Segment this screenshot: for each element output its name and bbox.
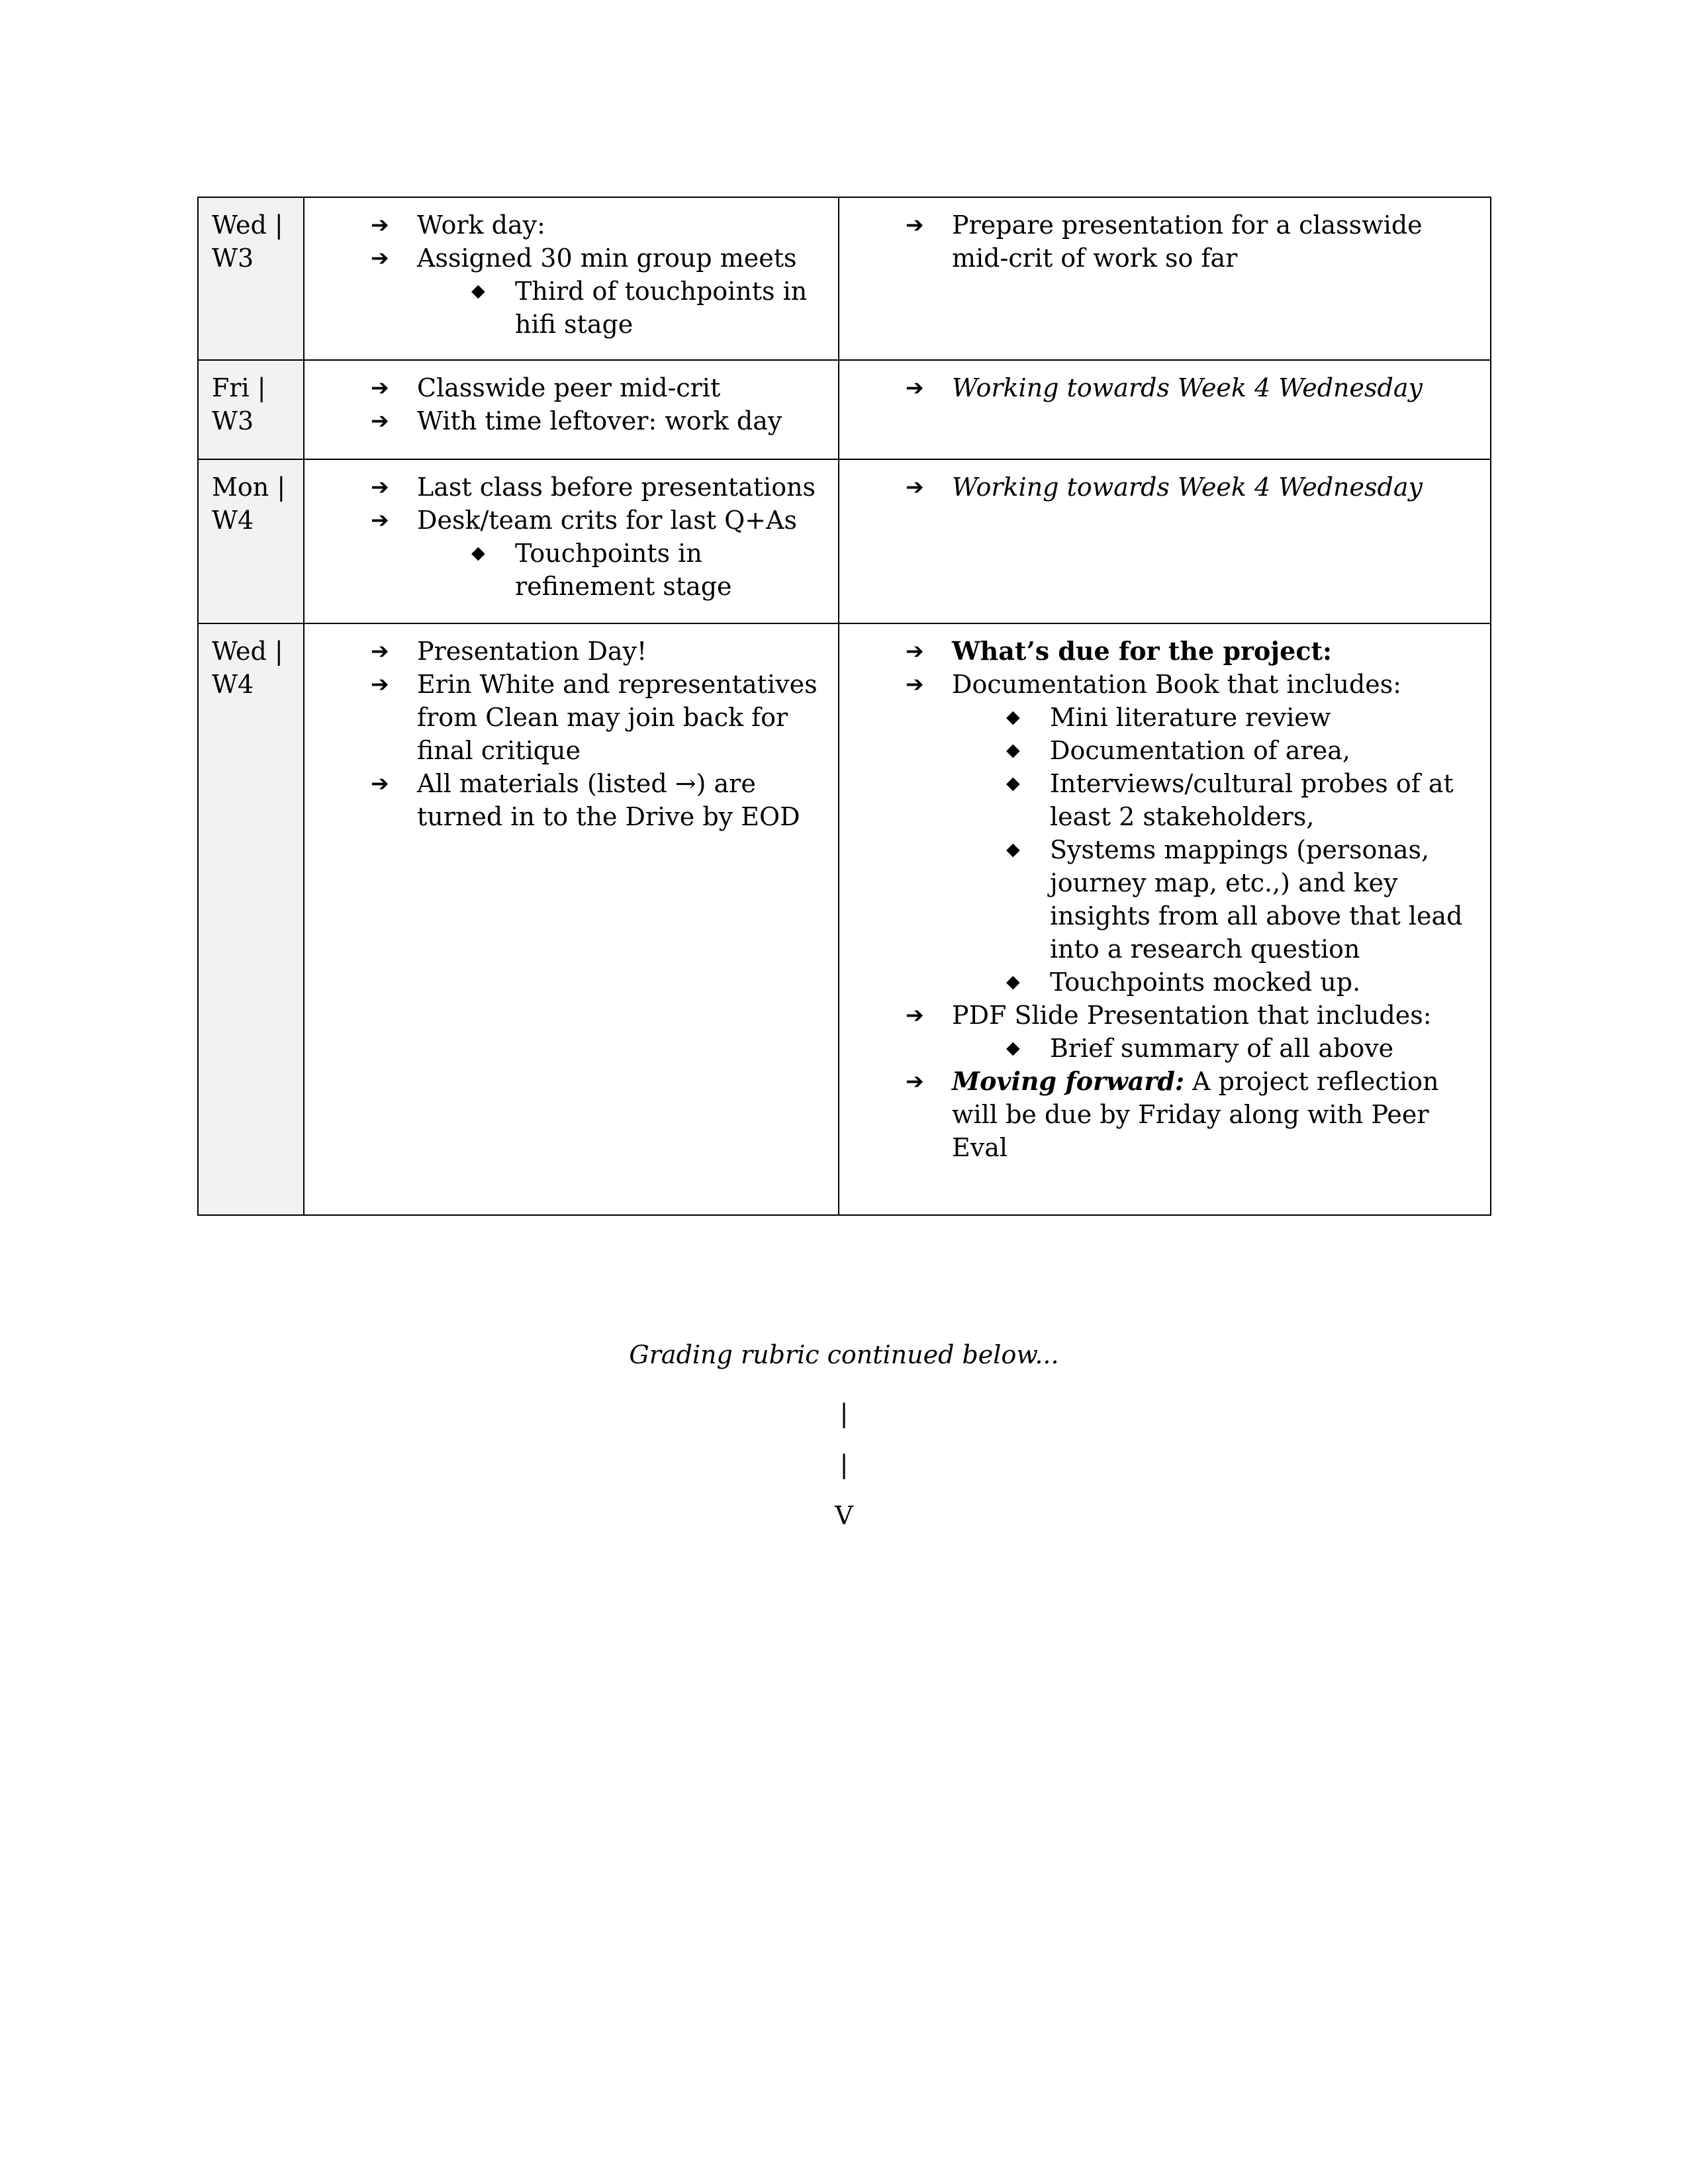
arrow-bullet-icon: ➔ — [371, 671, 389, 697]
list-item-text — [1050, 966, 1472, 999]
list-item — [305, 537, 820, 603]
list-item-text — [952, 999, 1472, 1032]
down-arrow-shaft-2: | — [839, 1450, 849, 1479]
list-item-text — [952, 668, 1472, 701]
text-segment: What’s due for the project: — [952, 636, 1333, 666]
arrow-bullet-icon: ➔ — [371, 474, 389, 500]
list-item-text — [952, 471, 1472, 504]
text-segment: Third of touchpoints in hifi stage — [515, 277, 808, 339]
table-row — [198, 360, 1491, 459]
list-item-text — [952, 371, 1472, 404]
text-segment: Classwide peer mid-crit — [417, 373, 721, 402]
list-item-text — [515, 537, 820, 603]
list-item-text — [952, 208, 1472, 275]
text-segment: Documentation of area, — [1050, 736, 1350, 765]
text-segment: Mini literature review — [1050, 703, 1331, 732]
list-item — [305, 767, 820, 833]
list-item — [839, 734, 1472, 767]
arrow-bullet-icon: ➔ — [371, 245, 389, 271]
day-label-line2: W3 — [212, 406, 254, 435]
text-segment: Touchpoints in refinement stage — [515, 539, 732, 601]
table-row — [198, 623, 1491, 1215]
list-item — [305, 371, 820, 404]
day-label-line1: Wed | — [212, 210, 283, 240]
day-cell — [198, 623, 304, 1215]
diamond-bullet-icon: ◆ — [1006, 773, 1020, 794]
list-item-text — [417, 471, 820, 504]
arrow-bullet-icon: ➔ — [371, 770, 389, 796]
diamond-bullet-icon: ◆ — [1006, 707, 1020, 727]
diamond-bullet-icon: ◆ — [471, 543, 485, 563]
list-item — [839, 471, 1472, 504]
activities-cell — [304, 197, 839, 360]
schedule-table-body — [198, 197, 1491, 1215]
list-item-text — [417, 371, 820, 404]
diamond-bullet-icon: ◆ — [1006, 839, 1020, 860]
list-item-text — [1050, 1032, 1472, 1065]
list-item-text — [417, 635, 820, 668]
text-segment: Prepare presentation for a classwide mid-crit of work so far — [952, 210, 1423, 273]
text-segment: With time leftover: work day — [417, 406, 782, 435]
arrow-bullet-icon: ➔ — [906, 1068, 924, 1094]
arrow-bullet-icon: ➔ — [371, 212, 389, 238]
list-item-text — [515, 275, 820, 341]
down-arrow-shaft-1: | — [839, 1399, 849, 1428]
list-item — [305, 208, 820, 242]
list-item — [839, 701, 1472, 734]
arrow-bullet-icon: ➔ — [906, 638, 924, 664]
list-item-text — [417, 404, 820, 437]
list-item — [839, 1065, 1472, 1164]
text-segment: PDF Slide Presentation that includes: — [952, 1001, 1432, 1030]
text-segment: Working towards Week 4 Wednesday — [952, 473, 1423, 502]
list-item — [305, 404, 820, 437]
diamond-bullet-icon: ◆ — [1006, 972, 1020, 992]
arrow-bullet-icon: ➔ — [371, 507, 389, 533]
arrow-bullet-icon: ➔ — [371, 408, 389, 433]
list-item — [839, 767, 1472, 833]
list-item — [305, 504, 820, 537]
text-segment: All materials (listed →) are turned in to the Drive by EOD — [417, 769, 800, 831]
schedule-table — [197, 197, 1491, 1216]
arrow-bullet-icon: ➔ — [906, 474, 924, 500]
list-item-text — [417, 208, 820, 242]
list-item — [305, 471, 820, 504]
list-item-text — [952, 635, 1472, 668]
arrow-bullet-icon: ➔ — [371, 375, 389, 400]
text-segment: Assigned 30 min group meets — [417, 244, 797, 273]
text-segment: Brief summary of all above — [1050, 1034, 1394, 1063]
text-segment: Systems mappings (personas, journey map, etc.,) and key insights from all above that lead into a research question — [1050, 835, 1463, 964]
day-label-line1: Mon | — [212, 473, 286, 502]
list-item-text — [1050, 701, 1472, 734]
list-item-text — [417, 668, 820, 767]
arrow-bullet-icon: ➔ — [371, 638, 389, 664]
homework-cell — [839, 459, 1491, 623]
list-item — [839, 999, 1472, 1032]
activities-cell — [304, 459, 839, 623]
text-segment: Touchpoints mocked up. — [1050, 968, 1361, 997]
text-segment: Interviews/cultural probes of at least 2 stakeholders, — [1050, 769, 1454, 831]
text-segment: A project reflection will be due by Friday along with Peer Eval — [952, 1067, 1439, 1162]
day-cell — [198, 197, 304, 360]
day-cell — [198, 459, 304, 623]
text-segment: Working towards Week 4 Wednesday — [952, 373, 1423, 402]
list-item-text — [417, 767, 820, 833]
homework-cell — [839, 360, 1491, 459]
activities-cell — [304, 360, 839, 459]
day-label-line1: Fri | — [212, 373, 266, 402]
footer-block — [0, 1338, 1688, 1541]
text-segment: Erin White and representatives from Clean may join back for final critique — [417, 670, 818, 765]
list-item-text — [1050, 833, 1472, 966]
text-segment: Moving forward: — [952, 1066, 1185, 1096]
day-label-line2: W4 — [212, 670, 254, 699]
list-item — [839, 668, 1472, 701]
diamond-bullet-icon: ◆ — [1006, 1038, 1020, 1058]
homework-cell — [839, 197, 1491, 360]
list-item-text — [1050, 734, 1472, 767]
diamond-bullet-icon: ◆ — [1006, 740, 1020, 760]
arrow-bullet-icon: ➔ — [906, 671, 924, 697]
text-segment: Work day: — [417, 210, 545, 240]
list-item — [305, 275, 820, 341]
arrow-bullet-icon: ➔ — [906, 1002, 924, 1028]
arrow-bullet-icon: ➔ — [906, 375, 924, 400]
activities-cell — [304, 623, 839, 1215]
text-segment: Presentation Day! — [417, 637, 647, 666]
arrow-bullet-icon: ➔ — [906, 212, 924, 238]
list-item — [305, 242, 820, 275]
text-segment: Last class before presentations — [417, 473, 816, 502]
day-cell — [198, 360, 304, 459]
list-item — [839, 371, 1472, 404]
down-arrow-head: V — [835, 1501, 853, 1530]
text-segment: Desk/team crits for last Q+As — [417, 506, 798, 535]
list-item — [839, 208, 1472, 275]
list-item — [839, 635, 1472, 668]
list-item — [305, 635, 820, 668]
text-segment: Documentation Book that includes: — [952, 670, 1402, 699]
grading-rubric-note: Grading rubric continued below... — [629, 1340, 1059, 1369]
table-row — [198, 197, 1491, 360]
table-row — [198, 459, 1491, 623]
list-item-text — [417, 504, 820, 537]
homework-cell — [839, 623, 1491, 1215]
list-item-text — [952, 1065, 1472, 1164]
day-label-line1: Wed | — [212, 637, 283, 666]
list-item — [839, 966, 1472, 999]
list-item — [839, 833, 1472, 966]
day-label-line2: W3 — [212, 244, 254, 273]
day-label-line2: W4 — [212, 506, 254, 535]
list-item-text — [1050, 767, 1472, 833]
list-item — [305, 668, 820, 767]
list-item-text — [417, 242, 820, 275]
diamond-bullet-icon: ◆ — [471, 281, 485, 301]
list-item — [839, 1032, 1472, 1065]
